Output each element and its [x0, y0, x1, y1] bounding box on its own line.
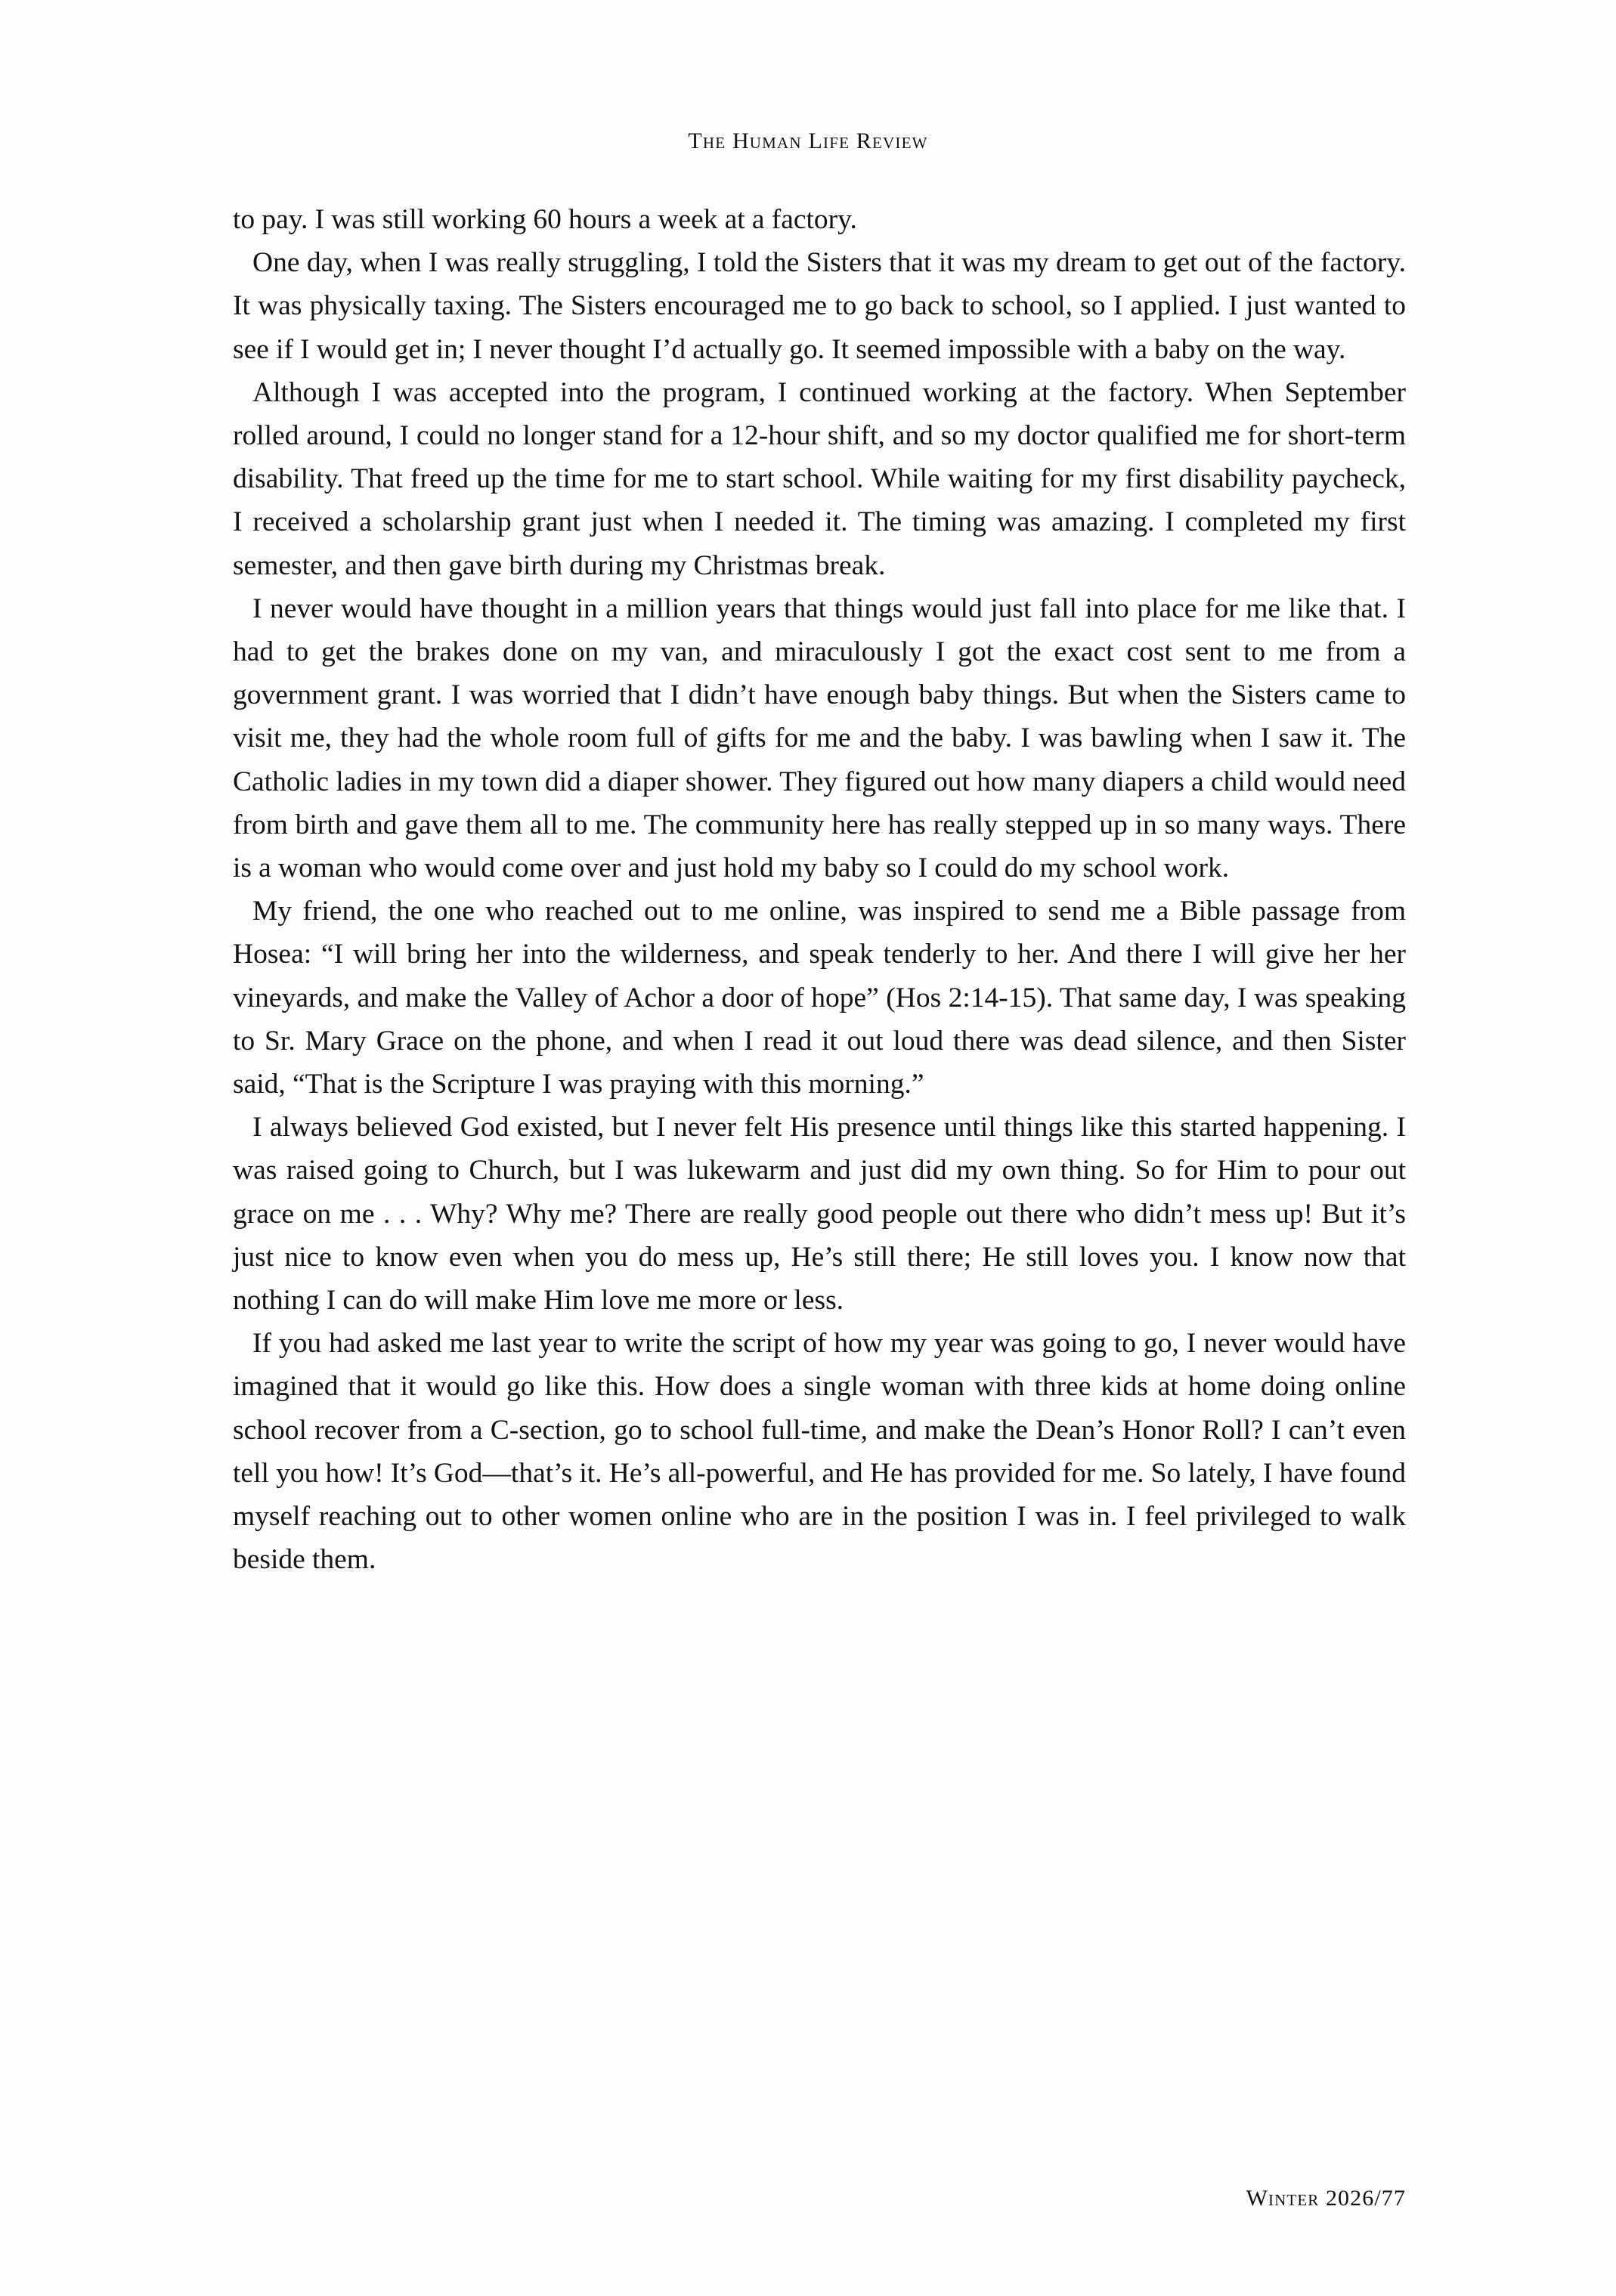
paragraph-if-you-had-asked-me: If you had asked me last year to write the script of how my year was going to go, I never would have imagined that it would go like this. How does a single woman with three kids at home doing online school recover from a C-section, go to school full-time, and make the Dean’s Honor Roll? I can’t even tell you how! It’s God—that’s it. He’s all-powerful, and He has provided for me. So lately, I have found myself reaching out to other women online who are in the position I was in. I feel privileged to walk beside them. — [233, 1328, 1406, 1576]
paragraph-continued-from-previous-page: to pay. I was still working 60 hours a week at a factory. — [233, 204, 857, 235]
paragraph-my-friend-hosea: My friend, the one who reached out to me online, was inspired to send me a Bible passage from Hosea: “I will bring her into the wilderness, and speak tenderly to her. And there I will give her her vineyards, and make the Valley of Achor a door of hope” (Hos 2:14-15). That same day, I was speaking to Sr. Mary Grace on the phone, and when I read it out loud there was dead silence, and then Sister said, “That is the Scripture I was praying with this morning.” — [233, 896, 1406, 1100]
paragraph-one-day: One day, when I was really struggling, I told the Sisters that it was my dream to get out of the factory. It was physically taxing. The Sisters encouraged me to go back to school, so I applied. I just wanted to see if I would get in; I never thought I’d actually go. It seemed impossible with a baby on the way. — [233, 247, 1406, 365]
paragraph-always-believed-god: I always believed God existed, but I never felt His presence until things like this started happening. I was raised going to Church, but I was lukewarm and just did my own thing. So for Him to pour out grace on me . . . Why? Why me? There are really good people out there who didn’t mess up! But it’s just nice to know even when you do mess up, He’s still there; He still loves you. I know now that nothing I can do will make Him love me more or less. — [233, 1112, 1406, 1317]
running-header-title: The Human Life Review — [688, 128, 928, 153]
running-footer-issue: Winter 2026/77 — [1246, 2186, 1406, 2211]
paragraph-never-would-have-thought: I never would have thought in a million years that things would just fall into place for me like that. I had to get the brakes done on my van, and miraculously I got the exact cost sent to me from a government grant. I was worried that I didn’t have enough baby things. But when the Sisters came to visit me, they had the whole room full of gifts for me and the baby. I was bawling when I saw it. The Catholic ladies in my town did a diaper shower. They figured out how many diapers a child would need from birth and gave them all to me. The community here has really stepped up in so many ways. There is a woman who would come over and just hold my baby so I could do my school work. — [233, 593, 1406, 884]
paragraph-although-accepted: Although I was accepted into the program, I continued working at the factory. When September rolled around, I could no longer stand for a 12-hour shift, and so my doctor qualified me for short-term disability. That freed up the time for me to start school. While waiting for my first disability paycheck, I received a scholarship grant just when I needed it. The timing was amazing. I completed my first semester, and then gave birth during my Christmas break. — [233, 376, 1406, 581]
body-text-block — [233, 198, 1406, 1582]
